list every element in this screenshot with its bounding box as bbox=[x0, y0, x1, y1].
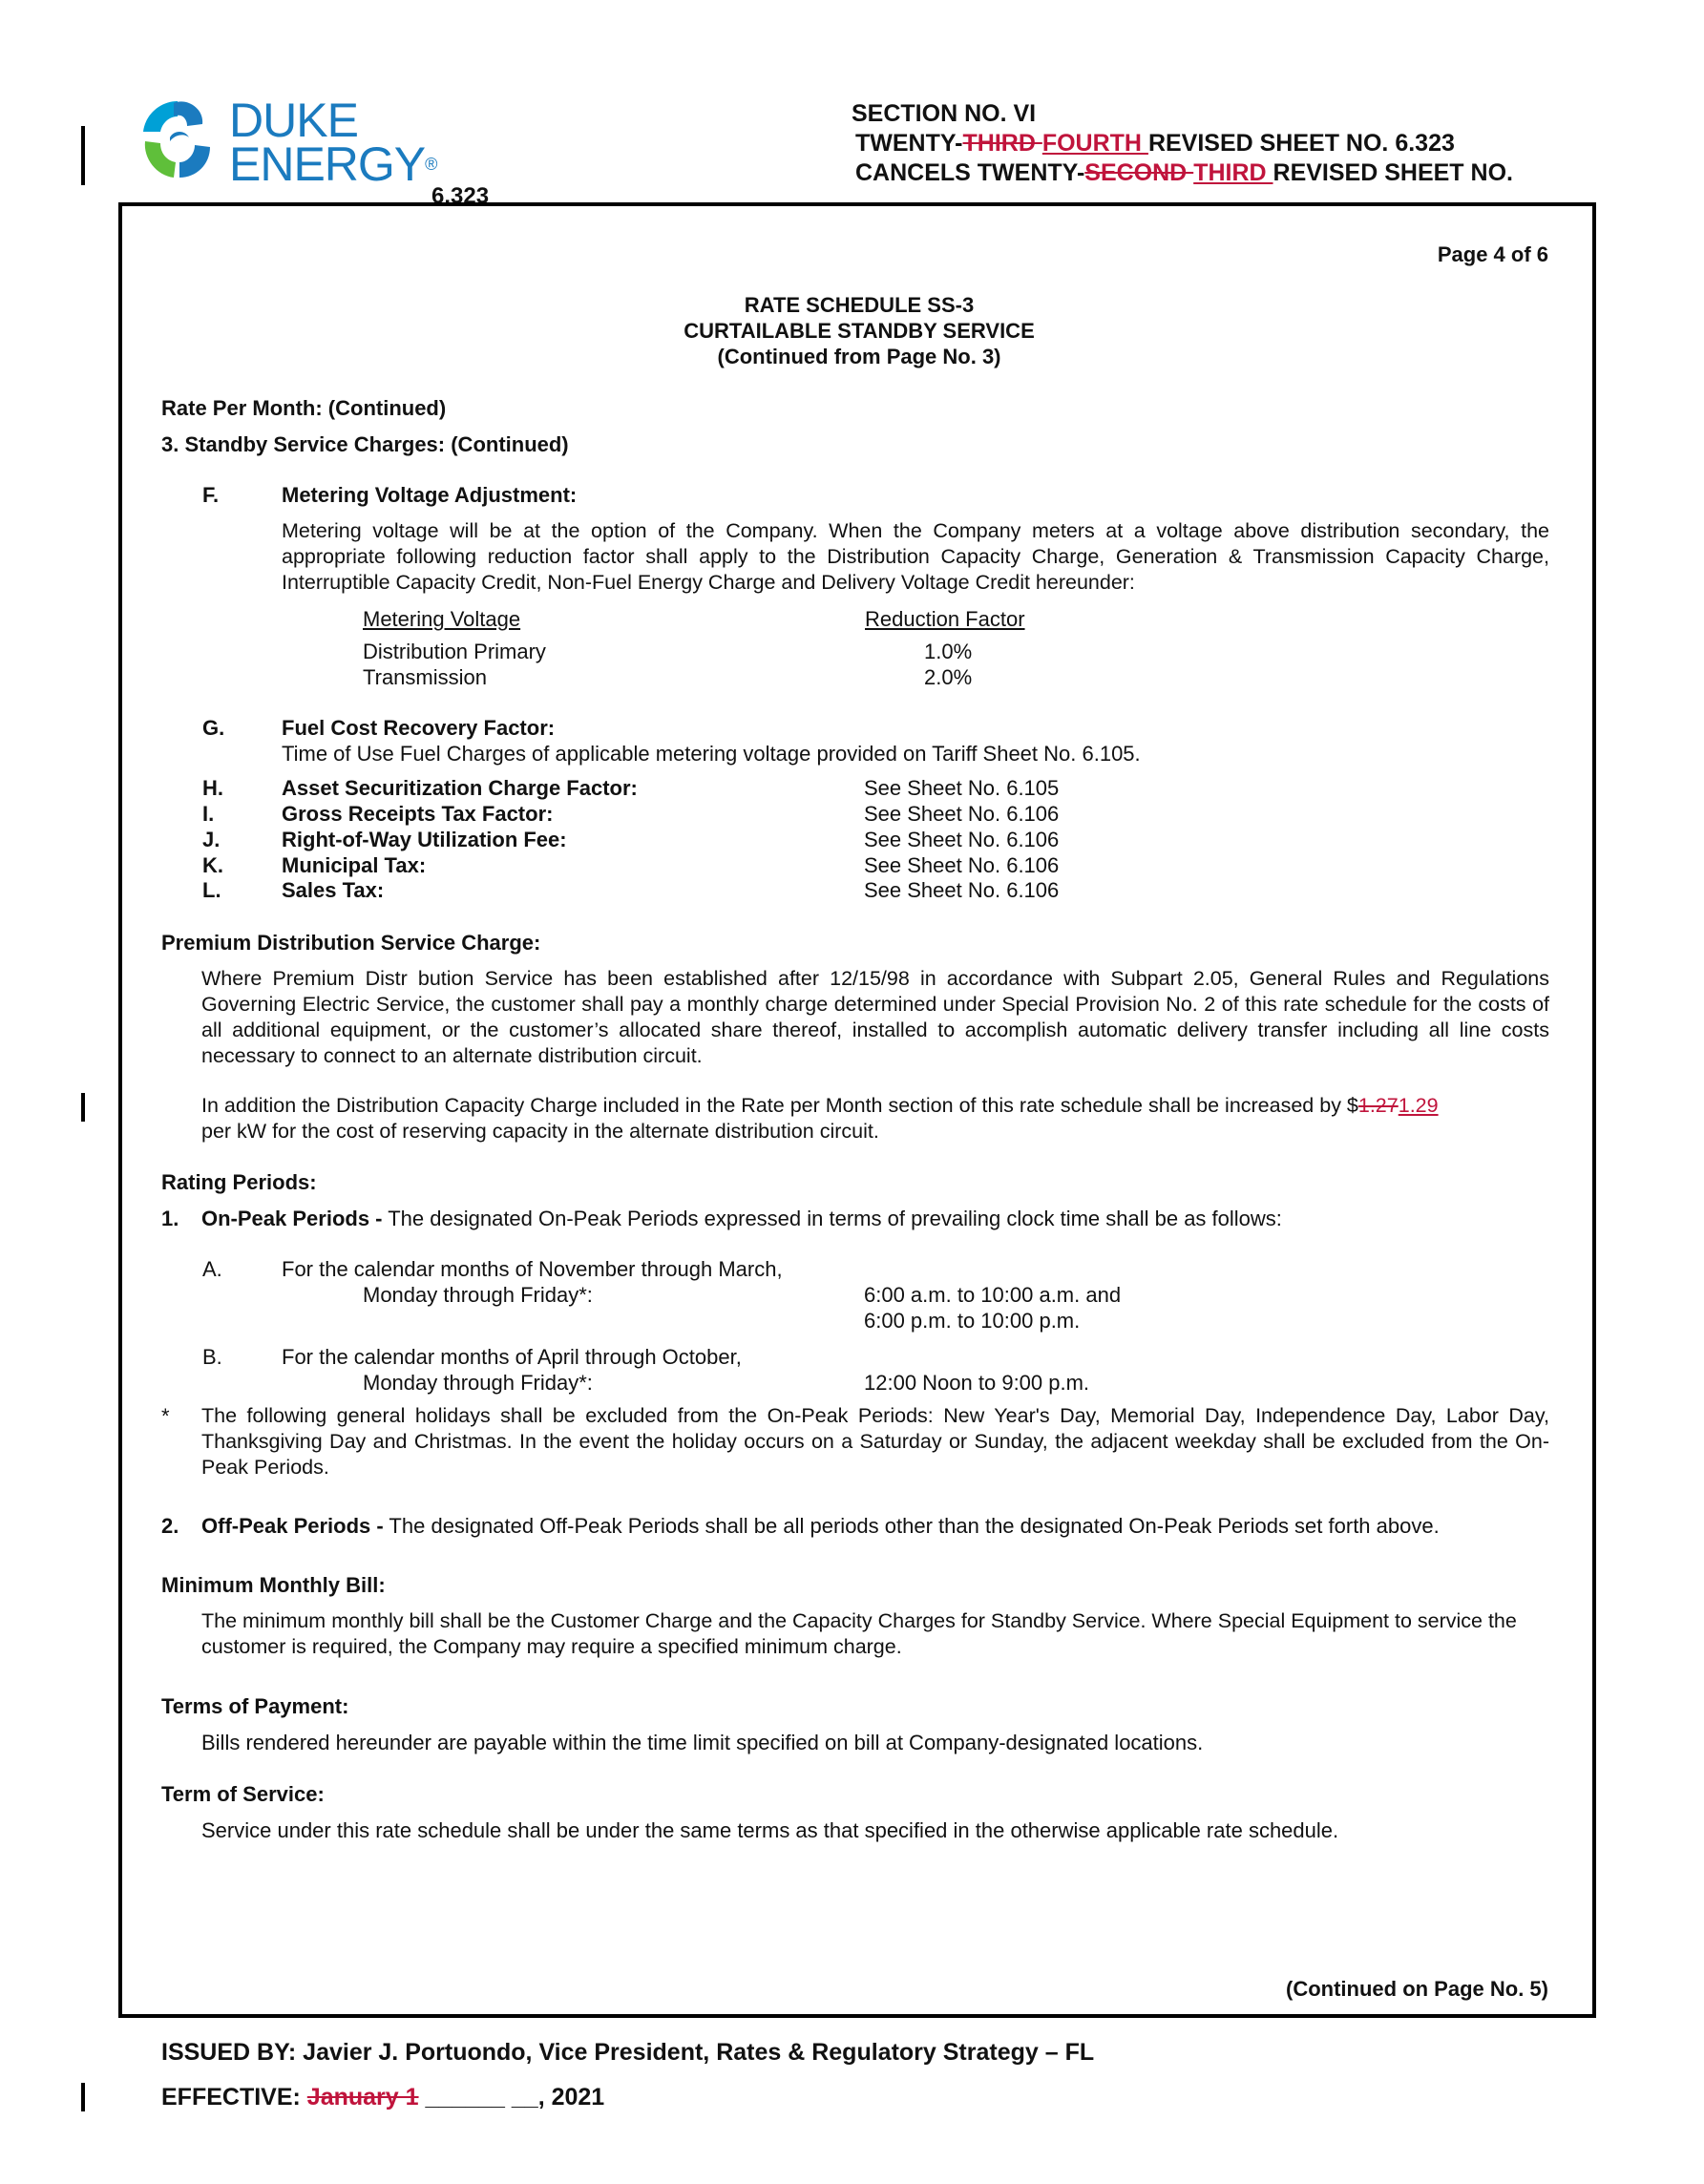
item-g-letter: G. bbox=[202, 716, 225, 740]
premium-paragraph-2 bbox=[201, 1093, 1549, 1144]
header-line2-deleted: THIRD bbox=[962, 130, 1042, 157]
footer-effective bbox=[161, 2083, 604, 2112]
payment-text: Bills rendered hereunder are payable within the time limit specified on bill at Company-designated locations. bbox=[201, 1731, 1204, 1754]
item-value: See Sheet No. 6.106 bbox=[864, 802, 1060, 826]
holiday-note: The following general holidays shall be excluded from the On-Peak Periods: New Year's Day, Memorial Day, Independence Day, Labor Day, Thanksgiving Day and Christmas. In the event the holiday occurs on a Saturday or Sunday, the adjacent weekday shall be excluded from the On-Peak Periods. bbox=[201, 1404, 1549, 1479]
logo-word-energy-text: ENERGY bbox=[229, 137, 426, 191]
table-row bbox=[363, 664, 487, 690]
on-peak-label: On-Peak Periods - bbox=[201, 1207, 383, 1230]
item-f-letter: F. bbox=[202, 483, 220, 507]
reduction-factor-col-header: Reduction Factor bbox=[865, 607, 1025, 631]
reduction-factor-cell: 2.0% bbox=[924, 665, 973, 689]
on-peak-line bbox=[201, 1206, 1282, 1231]
effective-gap bbox=[505, 2084, 512, 2110]
item-label: Gross Receipts Tax Factor: bbox=[282, 802, 554, 826]
off-peak-label: Off-Peak Periods - bbox=[201, 1514, 384, 1538]
title-block bbox=[573, 292, 1146, 369]
effective-label: EFFECTIVE: bbox=[161, 2084, 307, 2110]
effective-blank-1: ______ bbox=[425, 2084, 505, 2110]
header-line3-a: CANCELS TWENTY- bbox=[855, 159, 1085, 186]
title-line2: CURTAILABLE STANDBY SERVICE bbox=[684, 319, 1035, 343]
item-value: See Sheet No. 6.106 bbox=[864, 828, 1060, 851]
header-line3-b: REVISED SHEET NO. bbox=[1273, 159, 1513, 186]
effective-year: , 2021 bbox=[537, 2084, 605, 2110]
period-b-time: 12:00 Noon to 9:00 p.m. bbox=[864, 1371, 1090, 1395]
off-peak-number: 2. bbox=[161, 1514, 179, 1538]
item-letter: I. bbox=[202, 802, 215, 826]
premium-heading: Premium Distribution Service Charge: bbox=[161, 931, 541, 955]
off-peak-text: The designated Off-Peak Periods shall be all periods other than the designated On-Peak Periods set forth above. bbox=[383, 1514, 1440, 1538]
change-bar-middle bbox=[81, 1093, 85, 1122]
service-heading: Term of Service: bbox=[161, 1782, 325, 1806]
premium-p2-b: per kW for the cost of reserving capacity in the alternate distribution circuit. bbox=[201, 1120, 879, 1143]
on-peak-text: The designated On-Peak Periods expressed in terms of prevailing clock time shall be as follows: bbox=[382, 1207, 1282, 1230]
header-line3-inserted: THIRD bbox=[1193, 159, 1273, 186]
period-a-time-1: 6:00 a.m. to 10:00 a.m. and bbox=[864, 1283, 1122, 1307]
item-g-text: Time of Use Fuel Charges of applicable metering voltage provided on Tariff Sheet No. 6.105. bbox=[282, 742, 1141, 766]
payment-heading: Terms of Payment: bbox=[161, 1694, 349, 1718]
item-letter: L. bbox=[202, 878, 221, 902]
premium-p2-deleted: 1.27 bbox=[1357, 1094, 1399, 1117]
premium-p2-inserted: 1.29 bbox=[1398, 1094, 1439, 1117]
reduction-factor-cell: 1.0% bbox=[924, 640, 973, 663]
header-line2-a: TWENTY- bbox=[855, 130, 963, 157]
item-letter: J. bbox=[202, 828, 221, 851]
period-a-days: Monday through Friday*: bbox=[363, 1283, 593, 1307]
item-value: See Sheet No. 6.106 bbox=[864, 878, 1060, 902]
item-label: Right-of-Way Utilization Fee: bbox=[282, 828, 567, 851]
item-value: See Sheet No. 6.105 bbox=[864, 776, 1060, 800]
footer-issued-by: ISSUED BY: Javier J. Portuondo, Vice President, Rates & Regulatory Strategy – FL bbox=[161, 2039, 1095, 2066]
effective-blank-2: __ bbox=[511, 2084, 538, 2110]
period-b-text: For the calendar months of April through October, bbox=[282, 1345, 742, 1369]
sheet-number-fragment: 6.323 bbox=[431, 187, 490, 202]
continued-label: (Continued on Page No. 5) bbox=[1286, 1977, 1548, 2001]
change-bar-bottom bbox=[81, 2083, 85, 2111]
item-value: See Sheet No. 6.106 bbox=[864, 853, 1060, 877]
metering-voltage-cell: Transmission bbox=[363, 665, 487, 689]
minimum-bill-text: The minimum monthly bill shall be the Customer Charge and the Capacity Charges for Standby Service. Where Special Equipment to service the customer is required, the Company may require a specified minimum charge. bbox=[201, 1609, 1517, 1658]
item-label: Municipal Tax: bbox=[282, 853, 427, 877]
period-b-letter: B. bbox=[202, 1345, 222, 1369]
header-line2-b: REVISED SHEET NO. 6.323 bbox=[1147, 130, 1455, 157]
item-f-text: Metering voltage will be at the option of the Company. When the Company meters at a voltage above distribution secondary, the appropriate following reduction factor shall apply to the Distribution Capacity Charge, Generation & Transmission Capacity Charge, Interruptible Capacity Credit, Non-Fuel Energy Charge and Delivery Voltage Credit hereunder: bbox=[282, 519, 1549, 594]
on-peak-number: 1. bbox=[161, 1207, 179, 1230]
service-text: Service under this rate schedule shall be under the same terms as that specified in the otherwise applicable rate schedule. bbox=[201, 1818, 1339, 1842]
minimum-bill-heading: Minimum Monthly Bill: bbox=[161, 1573, 386, 1597]
off-peak-line bbox=[201, 1513, 1440, 1539]
item-letter: H. bbox=[202, 776, 223, 800]
metering-voltage-cell: Distribution Primary bbox=[363, 640, 546, 663]
period-a-text: For the calendar months of November through March, bbox=[282, 1257, 783, 1281]
change-bar-top bbox=[81, 126, 85, 185]
header-section: SECTION NO. VI bbox=[852, 100, 1037, 127]
duke-energy-logo bbox=[132, 94, 437, 200]
item-letter: K. bbox=[202, 853, 223, 877]
standby-charges-heading: 3. Standby Service Charges: (Continued) bbox=[161, 432, 569, 456]
premium-p2-a: In addition the Distribution Capacity Charge included in the Rate per Month section of this rate schedule shall be increased by $ bbox=[201, 1094, 1358, 1117]
effective-gap bbox=[419, 2084, 426, 2110]
rating-heading: Rating Periods: bbox=[161, 1170, 317, 1194]
period-b-days: Monday through Friday*: bbox=[363, 1371, 593, 1395]
holiday-asterisk: * bbox=[161, 1404, 170, 1428]
header-cancels-sheet bbox=[855, 158, 1513, 188]
item-label: Sales Tax: bbox=[282, 878, 385, 902]
logo-word-duke: DUKE bbox=[229, 94, 358, 147]
period-a-letter: A. bbox=[202, 1257, 222, 1281]
table-row bbox=[363, 639, 546, 664]
page-label: Page 4 of 6 bbox=[1437, 242, 1548, 266]
item-f-heading: Metering Voltage Adjustment: bbox=[282, 483, 578, 507]
logo-registered-mark: ® bbox=[425, 155, 437, 174]
logo-word-energy bbox=[229, 137, 437, 191]
metering-voltage-col-header: Metering Voltage bbox=[363, 607, 521, 631]
header-line2-inserted: FOURTH bbox=[1041, 130, 1148, 157]
title-line3: (Continued from Page No. 3) bbox=[717, 345, 1001, 368]
rate-per-month-heading: Rate Per Month: (Continued) bbox=[161, 396, 447, 420]
header-revised-sheet bbox=[855, 129, 1455, 158]
effective-deleted-date: January 1 bbox=[306, 2084, 419, 2110]
header-line3-deleted: SECOND bbox=[1084, 159, 1194, 186]
duke-energy-logo-icon bbox=[132, 95, 220, 187]
period-a-time-2: 6:00 p.m. to 10:00 p.m. bbox=[864, 1309, 1081, 1333]
item-g-heading: Fuel Cost Recovery Factor: bbox=[282, 716, 556, 740]
item-label: Asset Securitization Charge Factor: bbox=[282, 776, 638, 800]
premium-paragraph-1: Where Premium Distr bution Service has been established after 12/15/98 in accordance with Subpart 2.05, General Rules and Regulations Governing Electric Service, the customer shall pay a monthly charge determined under Special Provision No. 2 of this rate schedule for the costs of all additional equipment, or the customer’s allocated share thereof, installed to accomplish automatic delivery transfer including all line costs necessary to connect to an alternate distribution circuit. bbox=[201, 967, 1549, 1067]
title-line1: RATE SCHEDULE SS-3 bbox=[744, 293, 975, 317]
